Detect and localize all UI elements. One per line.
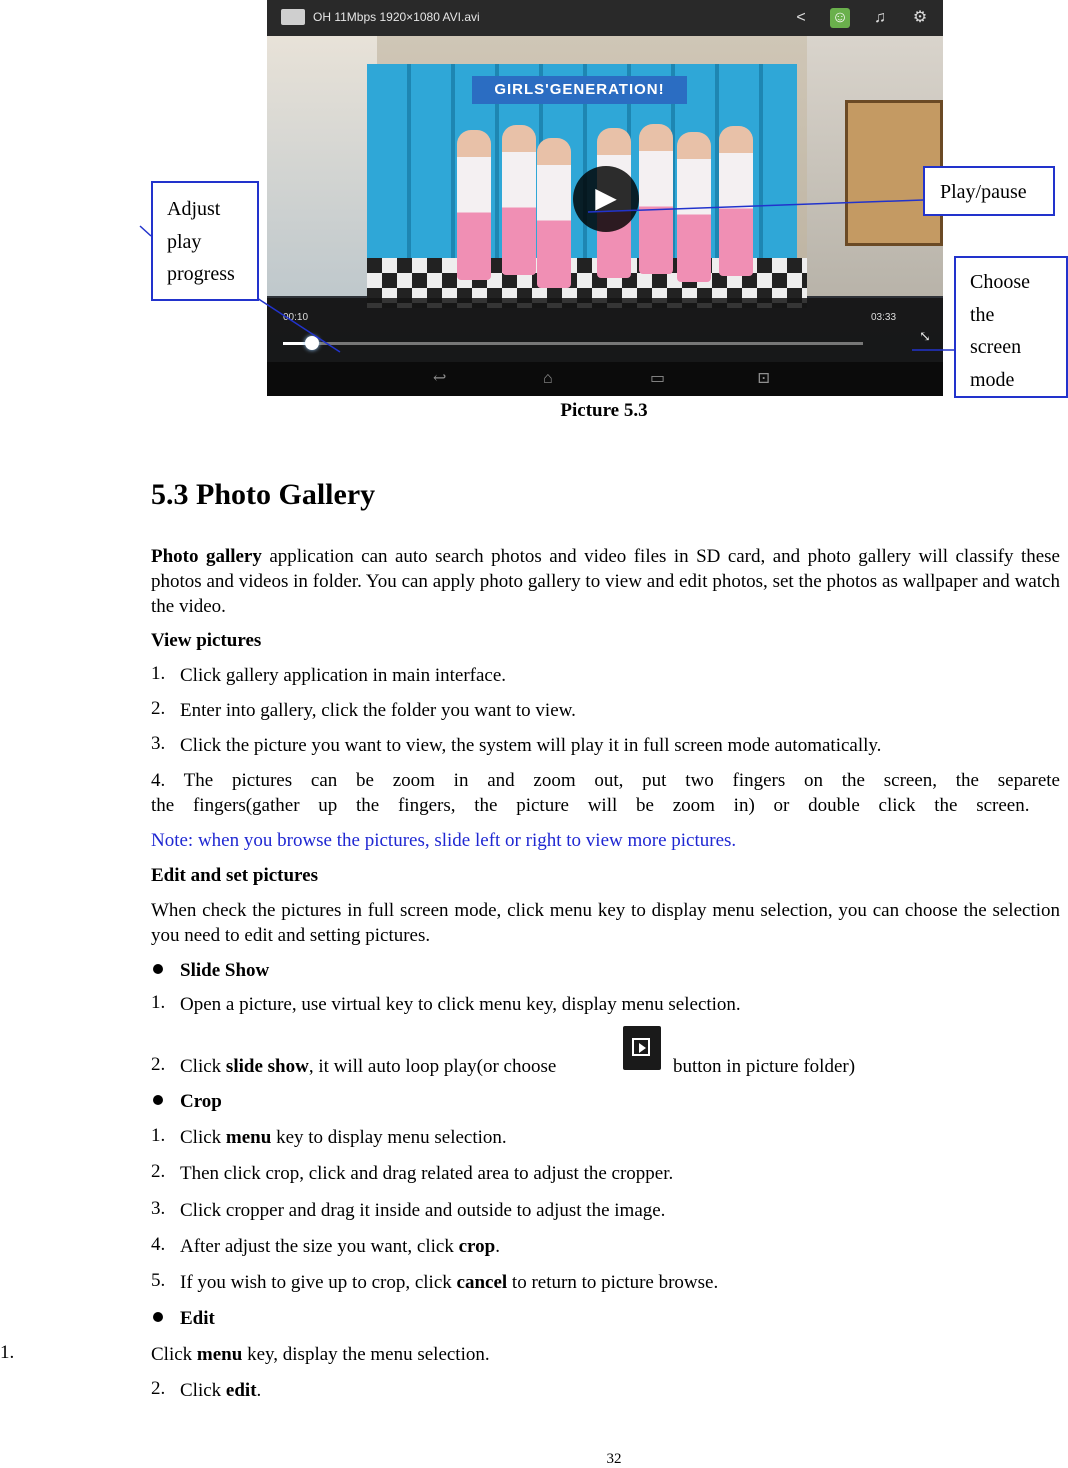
slideshow-play-icon — [623, 1026, 661, 1070]
bullet — [153, 964, 163, 974]
crop-step-4 — [180, 1234, 500, 1259]
step-number: 2. — [151, 1161, 166, 1182]
intro-bold: Photo gallery — [151, 546, 262, 567]
step-number: 2. — [151, 698, 166, 719]
step-number: 2. — [151, 1378, 166, 1399]
view-step-1: Click gallery application in main interface. — [180, 665, 507, 686]
edit-step-1 — [151, 1342, 490, 1367]
text: If you wish to give up to crop, click — [180, 1272, 457, 1293]
crop-title: Crop — [180, 1091, 222, 1112]
callout-line: Choose — [970, 271, 1030, 293]
android-icon: ☺ — [831, 9, 849, 26]
text: Click — [151, 1344, 197, 1365]
callout-line: the — [970, 303, 995, 326]
callout-line: play — [167, 230, 202, 253]
text: key, display the menu selection. — [242, 1344, 490, 1365]
crop-step-2: Then click crop, click and drag related area to adjust the cropper. — [180, 1163, 674, 1184]
step-number: 5. — [151, 1270, 166, 1291]
callout-line-adjust — [257, 298, 340, 352]
view-pictures-heading: View pictures — [151, 630, 262, 651]
section-heading: 5.3 Photo Gallery — [151, 478, 376, 511]
text: Click — [180, 1380, 226, 1401]
step-number: 2. — [151, 1054, 166, 1075]
settings-icon[interactable]: ⚙ — [912, 9, 928, 26]
home-icon[interactable]: ⌂ — [543, 370, 553, 387]
edit-step-2 — [180, 1378, 261, 1403]
view-step-4: 4. The pictures can be zoom in and zoom out, put two fingers on the screen, the separete the fingers(gather up the fingers, the picture will be zoom in) or double click the screen. — [151, 770, 1060, 816]
figure-caption: Picture 5.3 — [560, 400, 648, 421]
edit-intro-paragraph: When check the pictures in full screen mode, click menu key to display menu selection, you can choose the selection you need to edit and setting pictures. — [151, 900, 1060, 946]
total-time: 03:33 — [871, 312, 897, 323]
text: . — [256, 1380, 262, 1401]
callout-line: progress — [167, 263, 235, 285]
elapsed-time: 00:10 — [283, 312, 309, 323]
share-icon[interactable]: < — [796, 9, 806, 26]
step-number: 4. — [151, 1234, 166, 1255]
bold-text: edit — [225, 1380, 257, 1401]
text: , it will auto loop play(or choose — [308, 1056, 557, 1077]
text: After adjust the size you want, click — [180, 1236, 459, 1257]
callout-line: Adjust — [167, 198, 221, 220]
slide-show-step-1: Open a picture, use virtual key to click menu key, display menu selection. — [180, 994, 741, 1015]
bold-text: crop — [458, 1236, 496, 1257]
callout-line: mode — [970, 368, 1015, 391]
step-number: 3. — [151, 733, 166, 754]
callout-screen-mode — [954, 256, 1068, 398]
step-number: 3. — [151, 1198, 166, 1219]
screenshot-icon[interactable]: ⊡ — [757, 370, 771, 387]
slide-show-title: Slide Show — [180, 960, 270, 981]
callout-line: screen — [970, 336, 1022, 358]
step-number: 1. — [151, 663, 166, 684]
text: key to display menu selection. — [271, 1127, 507, 1148]
slide-show-step-2 — [180, 1054, 556, 1079]
view-step-2: Enter into gallery, click the folder you want to view. — [180, 700, 576, 721]
recent-apps-icon[interactable]: ▭ — [650, 370, 666, 387]
scene-banner: GIRLS'GENERATION! — [472, 76, 687, 104]
crop-step-3: Click cropper and drag it inside and outside to adjust the image. — [180, 1200, 666, 1221]
video-title: OH 11Mbps 1920×1080 AVI.avi — [313, 10, 480, 24]
text: Click — [180, 1056, 226, 1077]
callout-line-play — [588, 200, 923, 212]
music-icon[interactable]: ♫ — [874, 9, 886, 26]
step-number: 1. — [151, 1125, 166, 1146]
callout-line-adjust-left — [140, 226, 151, 236]
bold-text: menu — [225, 1127, 272, 1148]
bullet — [153, 1095, 163, 1105]
callout-play-pause: Play/pause — [923, 166, 1055, 216]
callout-adjust-progress — [151, 181, 259, 301]
text: . — [495, 1236, 500, 1257]
bullet — [153, 1312, 163, 1322]
view-step-3: Click the picture you want to view, the system will play it in full screen mode automatically. — [180, 735, 882, 756]
bold-text: slide show — [225, 1056, 309, 1077]
step-number: 1. — [151, 992, 166, 1013]
text: Click — [180, 1127, 226, 1148]
page-number: 32 — [606, 1451, 622, 1467]
note-text: Note: when you browse the pictures, slide left or right to view more pictures. — [151, 830, 737, 851]
bold-text: cancel — [456, 1272, 508, 1293]
bold-text: menu — [196, 1344, 243, 1365]
step-number: 1. — [0, 1342, 15, 1363]
play-pause-button[interactable]: ▶ — [573, 166, 639, 232]
edit-title: Edit — [180, 1308, 215, 1329]
intro-text: application can auto search photos and video files in SD card, and photo gallery will classify these photos and videos in folder. You can apply photo gallery to view and edit photos, set the photos as wallpaper and watch the video. — [151, 546, 1060, 617]
intro-paragraph — [151, 544, 1060, 619]
crop-step-5 — [180, 1270, 718, 1295]
slide-show-step-2-end: button in picture folder) — [673, 1056, 856, 1077]
text: to return to picture browse. — [507, 1272, 719, 1293]
crop-step-1 — [180, 1125, 507, 1150]
edit-set-heading: Edit and set pictures — [151, 865, 318, 886]
back-icon[interactable]: ↩ — [433, 370, 447, 387]
screen-mode-icon[interactable]: ⤡ — [919, 330, 931, 345]
